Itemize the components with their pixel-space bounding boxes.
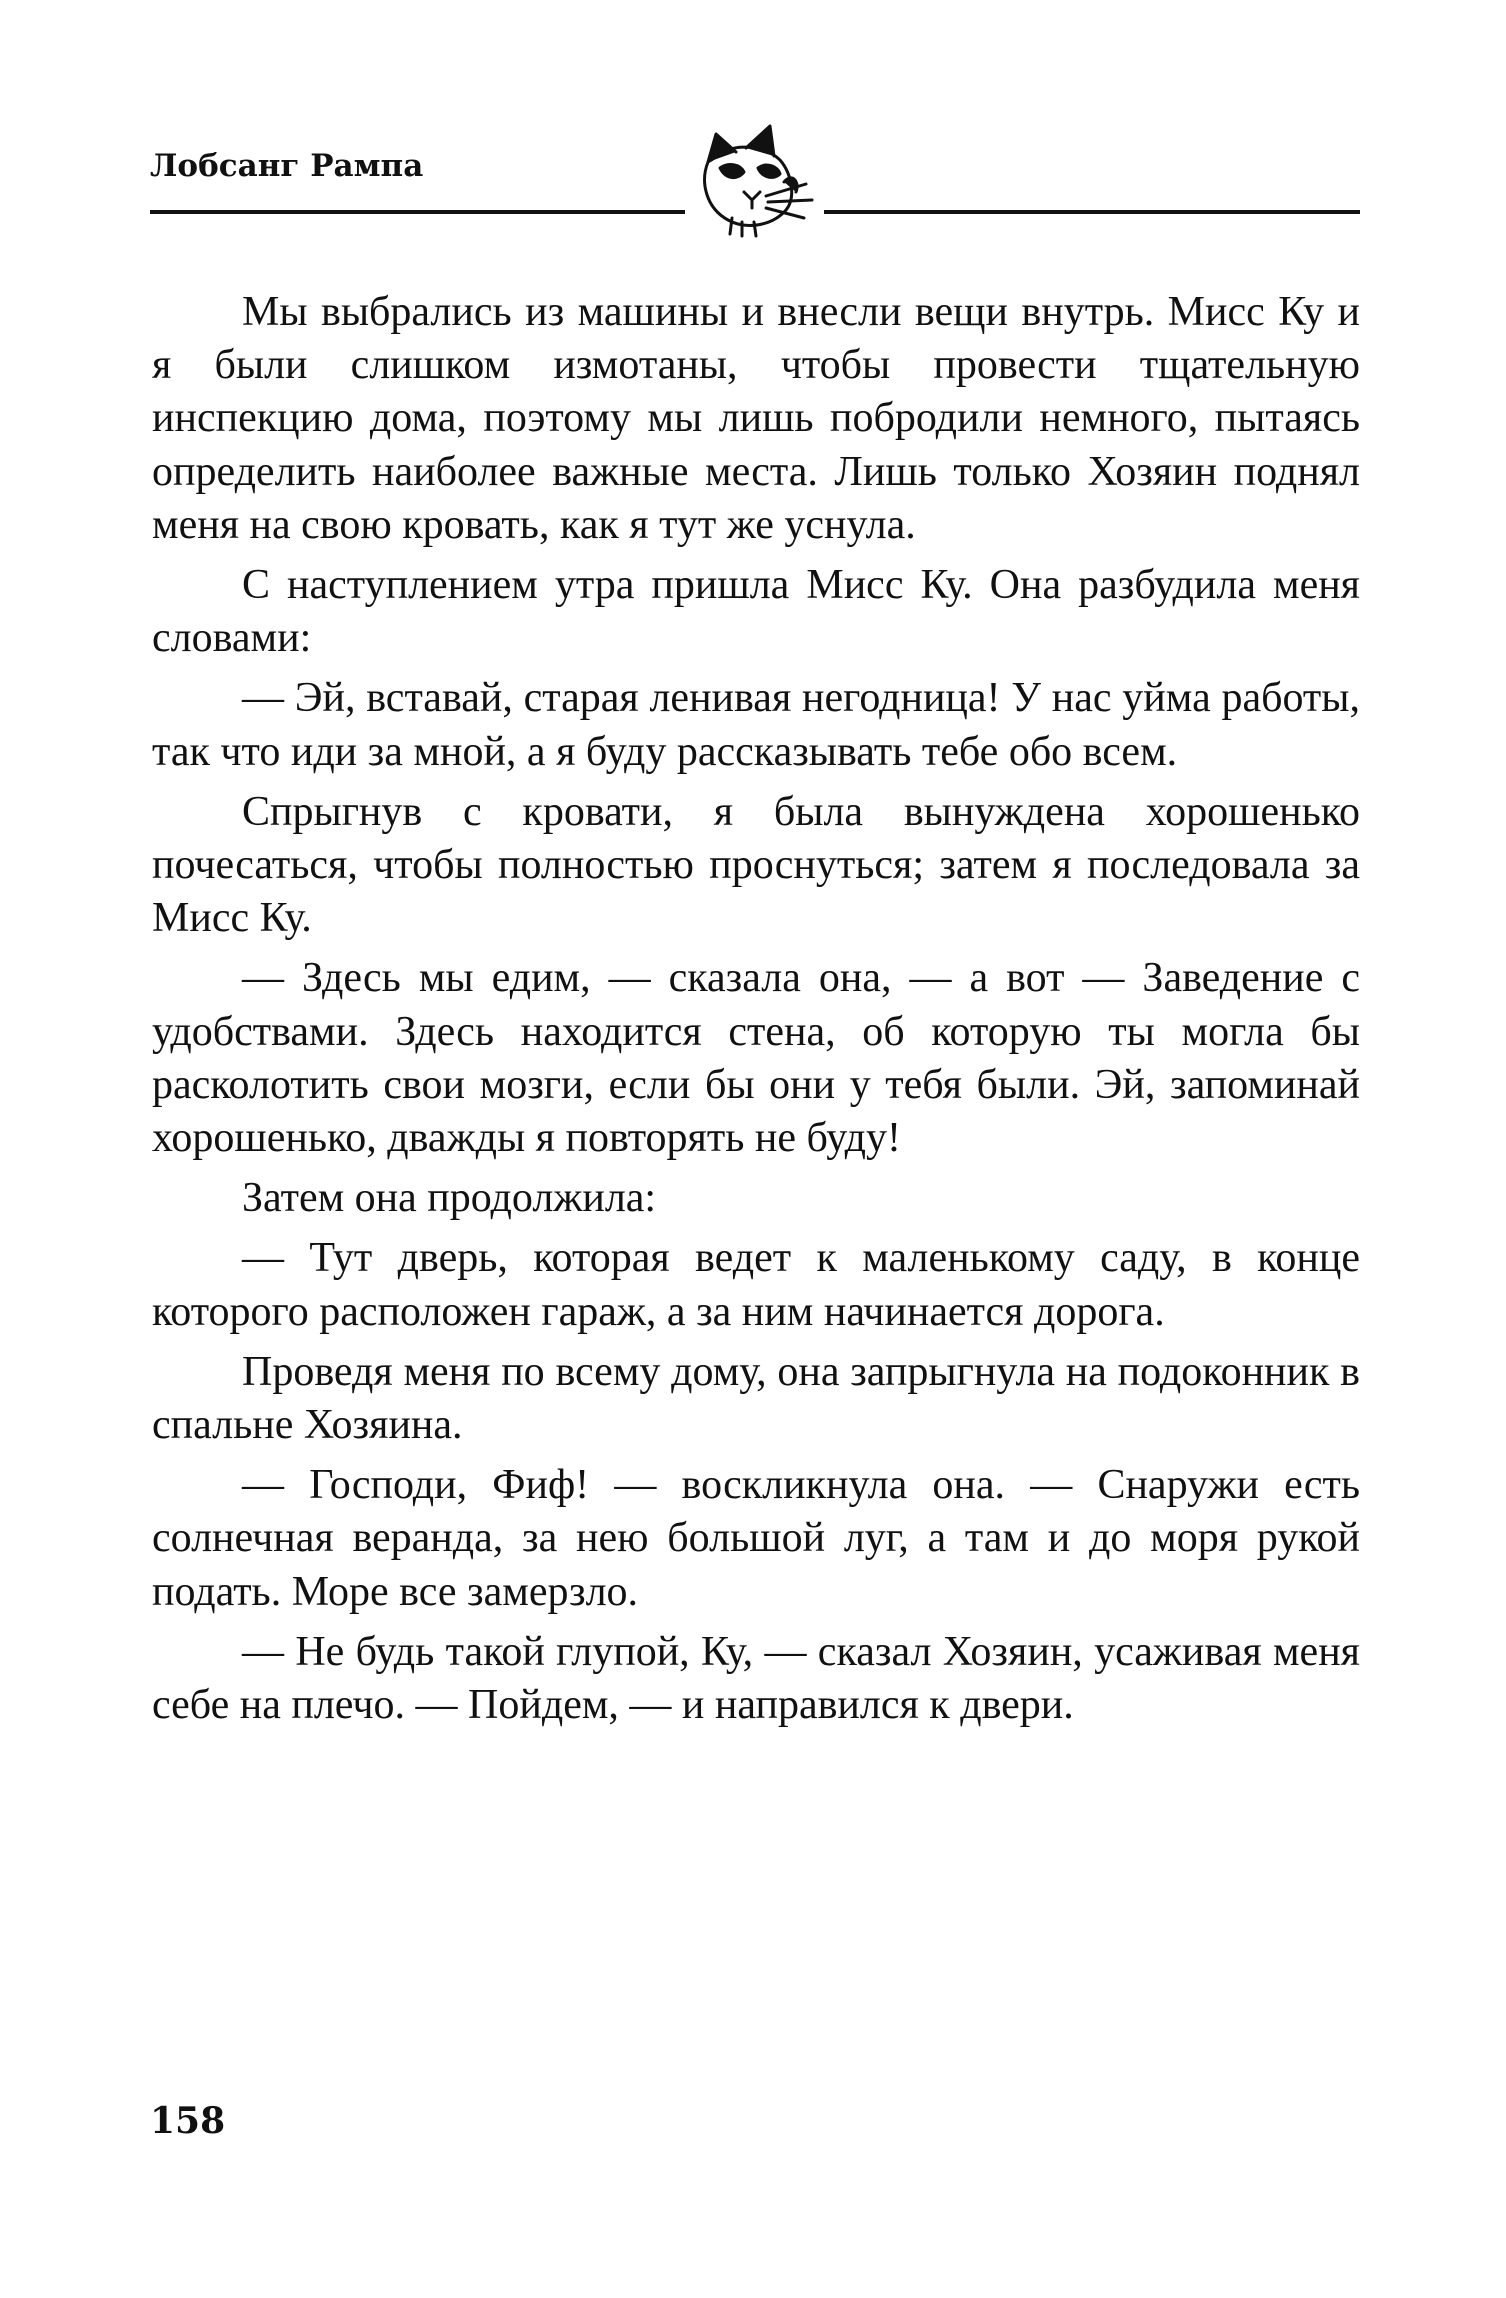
paragraph: — Здесь мы едим, — сказала она, — а вот — Заведение с удобствами. Здесь находится стена, об которую ты могла бы расколотить свои мозги, если бы они у тебя были. Эй, запоминай хорошенько, дважды я повторять не буду!	[152, 955, 1360, 1162]
paragraph: С наступлением утра пришла Мисс Ку. Она разбудила меня словами:	[152, 562, 1360, 662]
paragraph: Проведя меня по всему дому, она запрыгнула на подоконник в спальне Хозяина.	[152, 1348, 1360, 1449]
body-text	[152, 286, 1360, 1739]
cat-head-icon	[688, 122, 828, 238]
running-header	[150, 116, 1360, 236]
paragraph: Мы выбрались из машины и внесли вещи внутрь. Мисс Ку и я были слишком измотаны, чтобы провести тщательную инспекцию дома, поэтому мы лишь побродили немного, пытаясь определить наиболее важные места. Лишь только Хозяин поднял меня на свою кровать, как я тут же уснула.	[152, 289, 1360, 548]
header-rule-right	[824, 210, 1360, 214]
author-name: Лобсанг Рампа	[150, 148, 424, 184]
paragraph: — Господи, Фиф! — воскликнула она. — Снаружи есть солнечная веранда, за нею большой луг, а там и до моря рукой подать. Море все замерзло.	[152, 1462, 1360, 1615]
paragraph: — Эй, вставай, старая ленивая негодница! У нас уйма работы, так что иди за мной, а я буду рассказывать тебе обо всем.	[152, 675, 1360, 775]
page-number: 158	[150, 2100, 226, 2142]
paragraph: Спрыгнув с кровати, я была вынуждена хорошенько почесаться, чтобы полностью проснуться; затем я последовала за Мисс Ку.	[152, 788, 1360, 942]
paragraph: — Не будь такой глупой, Ку, — сказал Хозяин, усаживая меня себе на плечо. — Пойдем, — и направился к двери.	[152, 1628, 1360, 1729]
header-rule-left	[150, 210, 685, 214]
paragraph: Затем она продолжила:	[242, 1175, 657, 1222]
paragraph: — Тут дверь, которая ведет к маленькому саду, в конце которого расположен гараж, а за ним начинается дорога.	[152, 1235, 1360, 1335]
